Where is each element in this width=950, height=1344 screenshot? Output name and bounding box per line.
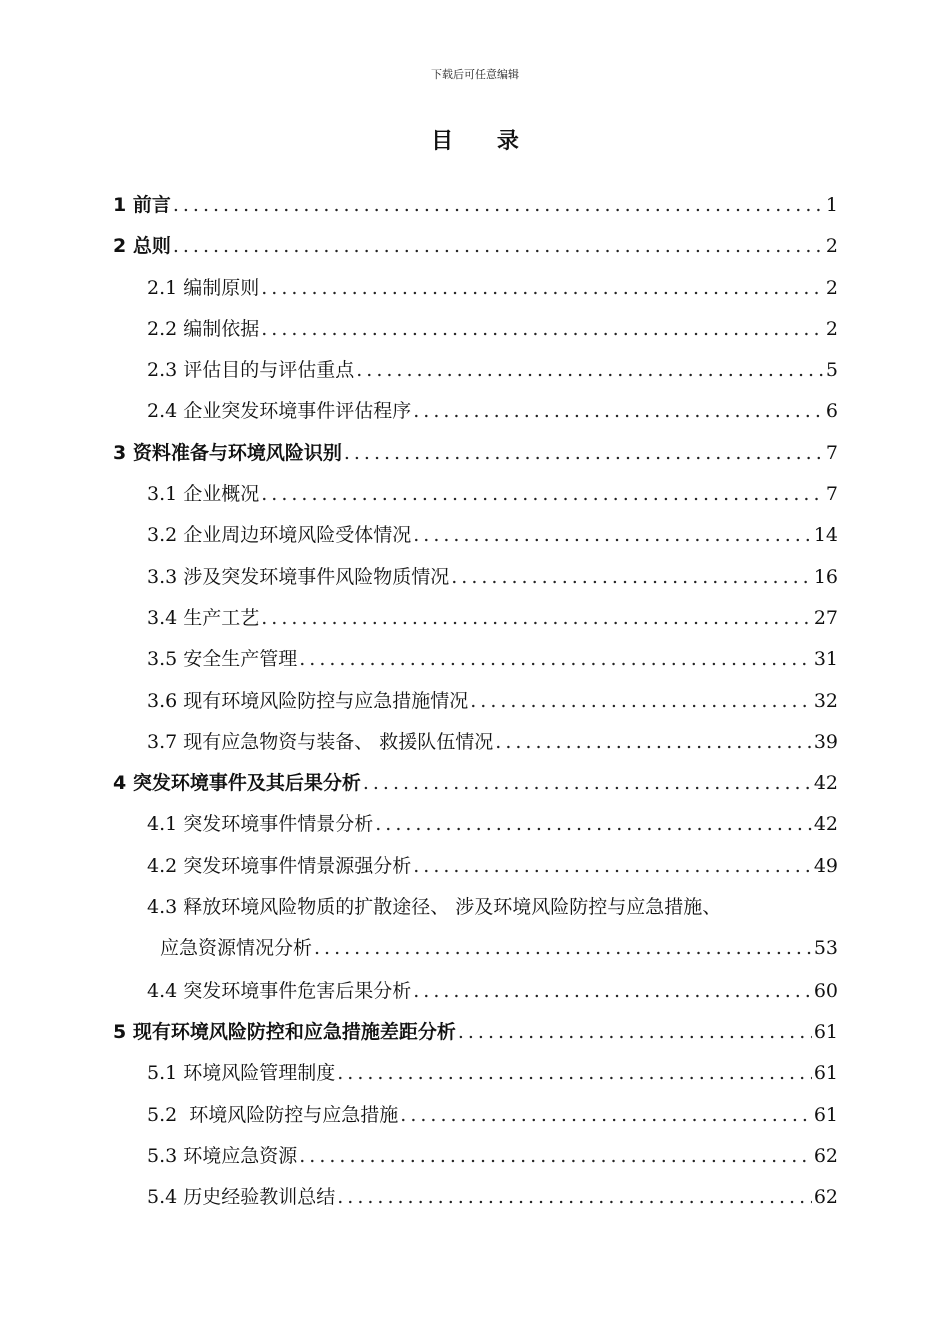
toc-entry-page: 31	[813, 648, 838, 671]
dot-leader	[413, 980, 812, 1002]
toc-entry-page: 61	[813, 1021, 838, 1044]
dot-leader	[299, 1145, 812, 1167]
toc-entry-label: 5.4 历史经验教训总结	[147, 1186, 336, 1209]
toc-entry-2[interactable]	[113, 231, 838, 272]
toc-entry-page: 39	[813, 730, 838, 753]
toc-entry-label: 3.1 企业概况	[147, 483, 260, 506]
dot-leader	[261, 483, 824, 505]
toc-entry-page: 32	[813, 689, 838, 712]
toc-entry-page: 60	[813, 979, 838, 1002]
toc-entry-label: 1 前言	[113, 194, 171, 216]
toc-entry-label: 4 突发环境事件及其后果分析	[113, 772, 361, 795]
dot-leader	[261, 607, 812, 629]
dot-leader	[173, 194, 824, 216]
toc-entry-3-7[interactable]	[113, 727, 838, 768]
dot-leader	[356, 359, 824, 381]
toc-entry-label: 2.2 编制依据	[147, 317, 260, 340]
toc-entry-label: 4.1 突发环境事件情景分析	[147, 813, 374, 836]
toc-entry-page: 53	[813, 937, 838, 960]
dot-leader	[261, 277, 824, 299]
table-of-contents	[113, 190, 838, 1224]
dot-leader	[337, 1186, 812, 1208]
toc-entry-label: 3 资料准备与环境风险识别	[113, 441, 342, 464]
toc-entry-5-1[interactable]	[113, 1058, 838, 1099]
toc-entry-page: 61	[813, 1062, 838, 1085]
header-note: 下载后可任意编辑	[431, 68, 519, 81]
toc-entry-label: 2 总则	[113, 235, 171, 258]
toc-entry-4-2[interactable]	[113, 851, 838, 892]
toc-entry-2-2[interactable]	[113, 314, 838, 355]
dot-leader	[314, 937, 812, 959]
toc-entry-3-4[interactable]	[113, 603, 838, 644]
toc-entry-page: 7	[825, 441, 838, 464]
toc-entry-3-3[interactable]	[113, 562, 838, 603]
toc-entry-page: 6	[825, 400, 838, 423]
dot-leader	[400, 1104, 812, 1126]
dot-leader	[413, 524, 812, 546]
toc-entry-label: 4.3 释放环境风险物质的扩散途径、 涉及环境风险防控与应急措施、	[147, 896, 722, 919]
page-title: 目 录	[431, 129, 537, 154]
dot-leader	[495, 731, 812, 753]
toc-entry-page: 49	[813, 854, 838, 877]
toc-entry-page: 42	[813, 772, 838, 795]
toc-entry-label: 3.4 生产工艺	[147, 606, 260, 629]
toc-entry-label: 5.3 环境应急资源	[147, 1145, 298, 1168]
toc-entry-3-1[interactable]	[113, 479, 838, 520]
toc-entry-page: 62	[813, 1186, 838, 1209]
toc-entry-page: 62	[813, 1145, 838, 1168]
toc-entry-5-3[interactable]	[113, 1141, 838, 1182]
toc-entry-page: 27	[813, 606, 838, 629]
toc-entry-2-4[interactable]	[113, 396, 838, 437]
toc-entry-3-2[interactable]	[113, 520, 838, 561]
toc-entry-1[interactable]	[113, 190, 838, 231]
toc-entry-4-4[interactable]	[113, 976, 838, 1017]
toc-entry-page: 61	[813, 1103, 838, 1126]
toc-entry-label: 3.6 现有环境风险防控与应急措施情况	[147, 689, 469, 712]
dot-leader	[363, 772, 812, 794]
toc-entry-label: 5.1 环境风险管理制度	[147, 1062, 336, 1085]
toc-entry-label: 2.4 企业突发环境事件评估程序	[147, 400, 412, 423]
toc-entry-4-3-line1[interactable]	[113, 892, 838, 933]
toc-entry-4[interactable]	[113, 768, 838, 809]
toc-entry-page: 2	[825, 276, 838, 299]
toc-entry-2-3[interactable]	[113, 355, 838, 396]
toc-entry-2-1[interactable]	[113, 273, 838, 314]
toc-entry-label: 应急资源情况分析	[160, 937, 313, 960]
dot-leader	[173, 235, 824, 257]
toc-entry-label: 4.4 突发环境事件危害后果分析	[147, 979, 412, 1002]
toc-entry-label: 3.5 安全生产管理	[147, 648, 298, 671]
toc-entry-3-5[interactable]	[113, 644, 838, 685]
dot-leader	[337, 1062, 812, 1084]
toc-entry-5-2[interactable]	[113, 1100, 838, 1141]
dot-leader	[261, 318, 824, 340]
toc-entry-label: 3.7 现有应急物资与装备、 救援队伍情况	[147, 730, 494, 753]
toc-entry-5[interactable]	[113, 1017, 838, 1058]
dot-leader	[458, 1021, 812, 1043]
toc-entry-4-1[interactable]	[113, 809, 838, 850]
toc-entry-label: 2.1 编制原则	[147, 276, 260, 299]
dot-leader	[344, 442, 824, 464]
dot-leader	[375, 813, 812, 835]
toc-entry-4-3-line2[interactable]	[113, 933, 838, 976]
toc-entry-label: 5 现有环境风险防控和应急措施差距分析	[113, 1021, 456, 1044]
dot-leader	[299, 648, 812, 670]
toc-entry-label: 4.2 突发环境事件情景源强分析	[147, 854, 412, 877]
toc-entry-page: 2	[825, 235, 838, 258]
toc-entry-label: 5.2 环境风险防控与应急措施	[147, 1103, 399, 1126]
toc-entry-3[interactable]	[113, 438, 838, 479]
toc-entry-page: 42	[813, 813, 838, 836]
toc-entry-page: 16	[813, 565, 838, 588]
dot-leader	[413, 855, 812, 877]
toc-entry-label: 2.3 评估目的与评估重点	[147, 359, 355, 382]
toc-entry-5-4[interactable]	[113, 1182, 838, 1223]
dot-leader	[413, 400, 824, 422]
toc-entry-3-6[interactable]	[113, 686, 838, 727]
toc-entry-page: 2	[825, 317, 838, 340]
toc-entry-page: 14	[813, 524, 838, 547]
toc-entry-page: 5	[825, 359, 838, 382]
toc-entry-page: 7	[825, 483, 838, 506]
dot-leader	[451, 566, 812, 588]
toc-entry-label: 3.2 企业周边环境风险受体情况	[147, 524, 412, 547]
toc-entry-label: 3.3 涉及突发环境事件风险物质情况	[147, 565, 450, 588]
dot-leader	[470, 690, 812, 712]
toc-entry-page: 1	[825, 194, 838, 216]
